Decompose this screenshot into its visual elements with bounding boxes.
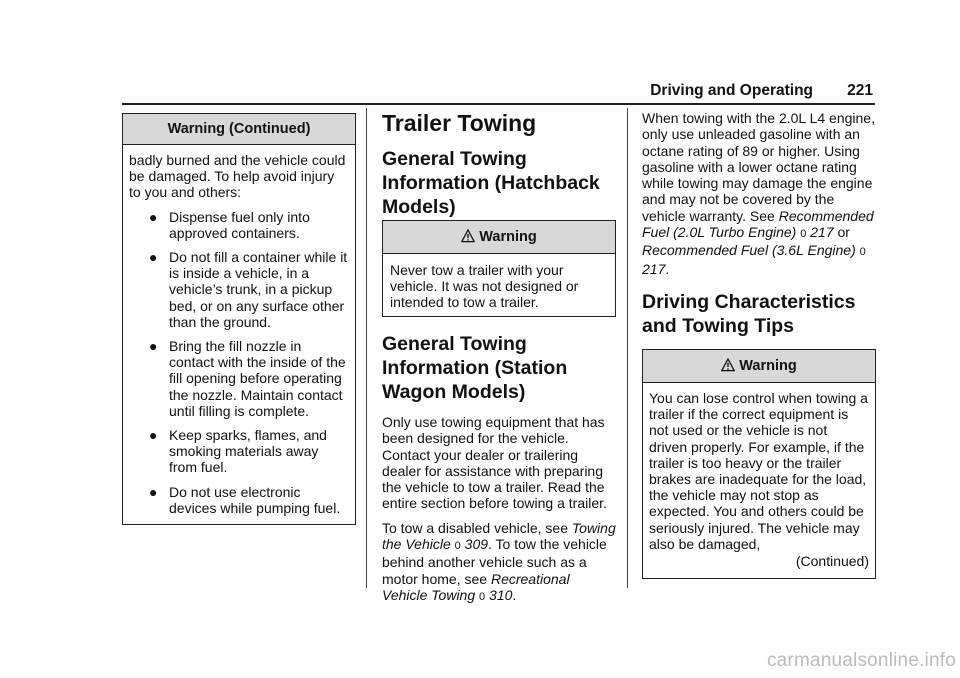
bullet-icon: ● [149,427,158,444]
bullet-item [129,338,349,419]
warning-intro: badly burned and the vehicle could be damaged. To help avoid injury to you and others: [129,152,346,201]
bullet-item [129,427,349,476]
warning-text: Never tow a trailer with your vehicle. It was not designed or intended to tow a trailer. [390,262,579,311]
towing-equipment-paragraph: Only use towing equipment that has been designed for the vehicle. Contact your dealer or trailering dealer for assistance with preparing the vehicle to tow a trailer. Read the entire section before towing a trailer. [382,414,607,512]
link-towing-the-vehicle[interactable]: Towing the Vehicle [382,519,616,553]
middle-column [382,110,616,219]
bullet-item [129,484,349,516]
bullet-icon: ● [149,483,158,500]
page-ref-217[interactable]: 217 [642,260,666,277]
page-ref-icon: 0 [479,590,486,603]
bullet-text: Keep sparks, flames, and smoking materials away from fuel. [169,427,327,476]
warning-box-hatchback [382,220,616,317]
warning-label: Warning [739,358,797,374]
warning-header [383,221,615,254]
text-span: To tow a disabled vehicle, see [382,519,568,536]
disabled-vehicle-paragraph [382,520,616,605]
bullet-text: Do not use electronic devices while pumping fuel. [169,483,341,516]
bullet-item [129,249,349,330]
bullet-text: Dispense fuel only into approved containers. [169,208,310,241]
section-heading-trailer-towing: Trailer Towing [382,110,537,136]
bullet-item [129,209,349,241]
page-ref-217[interactable]: 217 [810,224,834,241]
page-ref-icon: 0 [859,246,866,259]
warning-triangle-icon [721,358,735,372]
warning-triangle-icon [461,229,475,243]
subheading-driving-characteristics: Driving Characteristics and Towing Tips [642,290,856,337]
bullet-text: Bring the fill nozzle in contact with the inside of the fill opening before operating the nozzle. Maintain contact until filling is complete. [169,338,346,419]
page-number: 221 [847,82,873,99]
bullet-icon: ● [149,338,158,355]
column-divider-1 [366,108,367,588]
link-recreational-vehicle-towing[interactable]: Recreational Vehicle Towing [382,570,570,603]
link-recommended-fuel-2-0l[interactable]: Recommended Fuel (2.0L Turbo Engine) [642,207,874,241]
warning-header [643,350,875,383]
page-ref-309[interactable]: 309 [464,536,489,553]
link-recommended-fuel-3-6l[interactable]: Recommended Fuel (3.6L Engine) [642,242,856,259]
bullet-text: Do not fill a container while it is inside a vehicle, in a vehicle’s trunk, in a pickup bed, or on any surface other than the ground. [169,249,348,330]
subheading-hatchback: General Towing Information (Hatchback Models) [382,148,600,218]
warning-text: You can lose control when towing a trailer if the correct equipment is not used or the vehicle is not driven properly. For example, if the trailer is too heavy or the trailer brakes are inadequate for the load, the vehicle may not stop as expected. You and others could be seriously injured. The vehicle may also be damaged, [649,390,868,552]
bullet-icon: ● [149,249,158,266]
middle-column-lower [382,332,616,605]
warning-title: Warning (Continued) [123,114,355,145]
text-span: . To tow the vehicle behind another vehicle such as a motor home, see [382,536,607,587]
fuel-octane-paragraph [642,110,875,277]
text-span: or [837,224,850,241]
right-column [642,110,875,338]
page-ref-icon: 0 [454,540,461,553]
page-ref-icon: 0 [800,228,807,241]
continued-label: (Continued) [795,553,869,570]
text-span: . [665,260,670,277]
warning-box-driving [642,349,876,579]
warning-continued-box [122,113,356,525]
bullet-icon: ● [149,208,158,225]
section-title: Driving and Operating [650,82,813,99]
watermark: carmanualsonline.info [766,650,956,671]
column-divider-2 [627,108,628,588]
page-ref-310[interactable]: 310 [489,586,513,603]
text-span: . [512,586,517,603]
warning-label: Warning [479,229,537,245]
page-header [122,82,875,105]
text-span: When towing with the 2.0L L4 engine, only use unleaded gasoline with an octane rating of 89 or higher. Using gasoline with a lower octane rating while towing may damage the engine and may not be covered by the vehicle warranty. See [642,110,875,224]
subheading-station-wagon: General Towing Information (Station Wagon Models) [382,333,568,403]
